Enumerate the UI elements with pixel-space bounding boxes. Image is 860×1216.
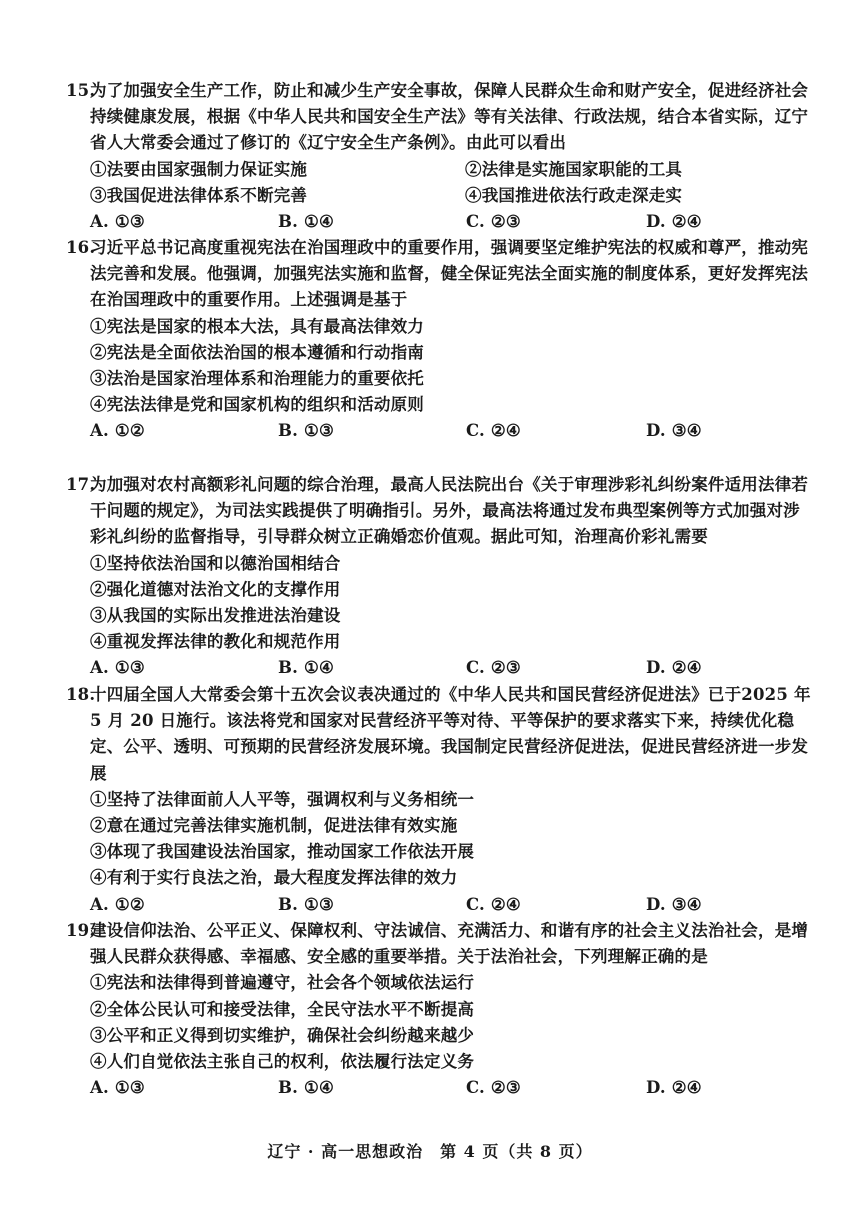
- statement-item: ③从我国的实际出发推进法治建设: [90, 606, 341, 626]
- choice-b: B. ①③: [278, 421, 335, 441]
- statement-item: ③体现了我国建设法治国家，推动国家工作依法开展: [90, 842, 475, 862]
- statement-item: ③法治是国家治理体系和治理能力的重要依托: [90, 369, 424, 389]
- statement-item: ①坚持了法律面前人人平等，强调权利与义务相统一: [90, 789, 475, 809]
- page-footer: 辽宁 · 高一思想政治 第 4 页（共 8 页）: [267, 1142, 593, 1161]
- question-stem: 十四届全国人大常委会第十五次会议表决通过的《中华人民共和国民营经济促进法》已于2025 年 5 月 20 日施行。该法将党和国家对民营经济平等对待、平等保护的要求落实下来，持续优化稳定、公平、透明、可预期的民营经济发展环境。我国制定民营经济促进法，促进民营经济进一步发展: [90, 685, 811, 783]
- question-19: [66, 918, 812, 1101]
- statement-item: ④重视发挥法律的教化和规范作用: [90, 632, 341, 652]
- statement-item: ①坚持依法治国和以德治国相结合: [90, 553, 341, 573]
- statement-list: [66, 314, 812, 419]
- choice-a: A. ①③: [90, 212, 145, 232]
- question-stem: 为加强对农村高额彩礼问题的综合治理，最高人民法院出台《关于审理涉彩礼纠纷案件适用法律若干问题的规定》，为司法实践提供了明确指引。另外，最高法将通过发布典型案例等方式加强对涉彩礼纠纷的监督指导，引导群众树立正确婚恋价值观。据此可知，治理高价彩礼需要: [90, 475, 809, 547]
- statement-item: ①法要由国家强制力保证实施: [90, 159, 308, 179]
- choice-c: C. ②③: [466, 1078, 521, 1098]
- statement-item: ①宪法和法律得到普遍遵守，社会各个领域依法运行: [90, 973, 475, 993]
- choice-c: C. ②③: [466, 658, 521, 678]
- choice-d: D. ②④: [646, 658, 702, 678]
- question-17: [66, 472, 812, 682]
- answer-choices: [66, 1075, 812, 1101]
- choice-a: A. ①②: [90, 421, 145, 441]
- question-stem: 建设信仰法治、公平正义、保障权利、守法诚信、充满活力、和谐有序的社会主义法治社会，是增强人民群众获得感、幸福感、安全感的重要举措。关于法治社会，下列理解正确的是: [90, 921, 809, 967]
- choice-d: D. ②④: [646, 212, 702, 232]
- question-16: [66, 235, 812, 445]
- statement-item: ②全体公民认可和接受法律，全民守法水平不断提高: [90, 999, 475, 1019]
- answer-choices: [66, 418, 812, 444]
- statement-item: ③我国促进法律体系不断完善: [90, 185, 308, 205]
- choice-d: D. ②④: [646, 1078, 702, 1098]
- choice-a: A. ①②: [90, 894, 145, 914]
- question-number: 15.: [66, 81, 96, 100]
- choice-c: C. ②③: [466, 212, 521, 232]
- statement-item: ②宪法是全面依法治国的根本遵循和行动指南: [90, 342, 424, 362]
- choice-c: C. ②④: [466, 421, 521, 441]
- answer-choices: [66, 209, 812, 235]
- statement-item: ③公平和正义得到切实维护，确保社会纠纷越来越少: [90, 1025, 475, 1045]
- choice-d: D. ③④: [646, 421, 702, 441]
- question-number: 17.: [66, 475, 96, 494]
- question-number: 18.: [66, 685, 96, 704]
- choice-a: A. ①③: [90, 658, 145, 678]
- question-stem: 为了加强安全生产工作，防止和减少生产安全事故，保障人民群众生命和财产安全，促进经济社会持续健康发展，根据《中华人民共和国安全生产法》等有关法律、行政法规，结合本省实际，辽宁省人大常委会通过了修订的《辽宁安全生产条例》。由此可以看出: [90, 81, 809, 153]
- statement-list: [66, 551, 812, 656]
- question-15: [66, 78, 812, 235]
- answer-choices: [66, 655, 812, 681]
- choice-b: B. ①④: [278, 212, 335, 232]
- choice-b: B. ①④: [278, 658, 335, 678]
- choice-a: A. ①③: [90, 1078, 145, 1098]
- choice-d: D. ③④: [646, 894, 702, 914]
- statement-item: ④宪法法律是党和国家机构的组织和活动原则: [90, 395, 424, 415]
- statement-list: [66, 787, 812, 892]
- statement-item: ④我国推进依法行政走深走实: [465, 185, 683, 205]
- question-18: [66, 682, 812, 918]
- statement-item: ④人们自觉依法主张自己的权利，依法履行法定义务: [90, 1052, 475, 1072]
- question-number: 19.: [66, 921, 96, 940]
- statement-item: ②强化道德对法治文化的支撑作用: [90, 579, 341, 599]
- statement-item: ②法律是实施国家职能的工具: [465, 159, 683, 179]
- choice-b: B. ①③: [278, 894, 335, 914]
- question-number: 16.: [66, 238, 96, 257]
- answer-choices: [66, 892, 812, 918]
- choice-b: B. ①④: [278, 1078, 335, 1098]
- statement-list: [66, 970, 812, 1075]
- statement-list: [66, 157, 812, 209]
- statement-item: ①宪法是国家的根本大法，具有最高法律效力: [90, 316, 424, 336]
- question-stem: 习近平总书记高度重视宪法在治国理政中的重要作用，强调要坚定维护宪法的权威和尊严，推动宪法完善和发展。他强调，加强宪法实施和监督，健全保证宪法全面实施的制度体系，更好发挥宪法在治国理政中的重要作用。上述强调是基于: [90, 238, 809, 310]
- statement-item: ②意在通过完善法律实施机制，促进法律有效实施: [90, 816, 458, 836]
- statement-item: ④有利于实行良法之治，最大程度发挥法律的效力: [90, 868, 458, 888]
- choice-c: C. ②④: [466, 894, 521, 914]
